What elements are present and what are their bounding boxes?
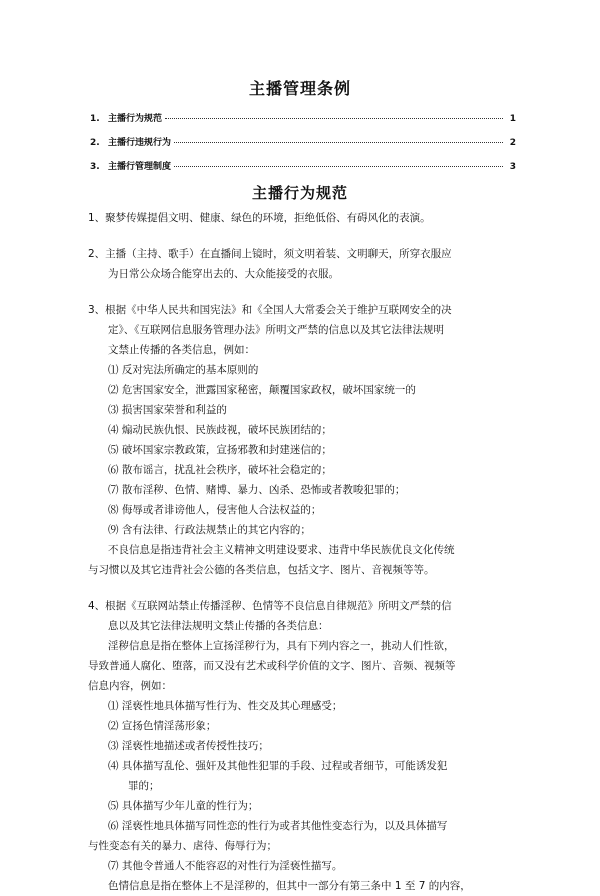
clause-3-note-line: 与习惯以及其它违背社会公德的各类信息，包括文字、图片、音视频等等。 [88, 564, 435, 576]
clause-4-intro-line: 息以及其它法律法规明文禁止传播的各类信息： [108, 620, 329, 632]
clause-4-tail-line: 色情信息是指在整体上不是淫秽的，但其中一部分有第三条中 1 至 7 的内容， [108, 880, 471, 892]
document-title: 主播管理条例 [248, 79, 351, 98]
clause-3-item: ⑼ 含有法律、行政法规禁止的其它内容的； [108, 524, 311, 536]
clause-3-item: ⑸ 破坏国家宗教政策，宣扬邪教和封建迷信的； [108, 444, 332, 456]
clause-3-item: ⑺ 散布淫秽、色情、赌博、暴力、凶杀、恐怖或者教唆犯罪的； [108, 484, 406, 496]
toc-entry-label: 主播行为规范 [108, 114, 163, 124]
clause-3-item: ⑷ 煽动民族仇恨、民族歧视，破坏民族团结的； [108, 424, 332, 436]
clause-4-item: ⑷ 具体描写乱伦、强奸及其他性犯罪的手段、过程或者细节，可能诱发犯 [108, 760, 448, 772]
clause-3-item: ⑶ 损害国家荣誉和利益的 [108, 404, 227, 416]
toc-entry-label: 主播行管理制度 [108, 162, 172, 172]
clause-4-item-cont: 罪的； [128, 780, 160, 792]
clause-2-line: 为日常公众场合能穿出去的、大众能接受的衣服。 [108, 268, 339, 280]
clause-1-line: 1、聚梦传媒提倡文明、健康、绿色的环境，拒绝低俗、有碍风化的表演。 [88, 212, 431, 224]
clause-4-def-line: 导致普通人腐化、堕落，而又没有艺术或科学价值的文字、图片、音频、视频等 [88, 660, 456, 672]
clause-4-item: ⑶ 淫亵性地描述或者传授性技巧； [108, 740, 269, 752]
clause-4-def-line: 淫秽信息是指在整体上宣扬淫秽行为，具有下列内容之一，挑动人们性欲， [108, 640, 455, 652]
toc-entry[interactable] [90, 111, 516, 135]
toc-entry-label: 主播行违规行为 [108, 138, 172, 148]
clause-4-item: ⑴ 淫亵性地具体描写性行为、性交及其心理感受； [108, 700, 343, 712]
clause-3-intro-line: 定》、《互联网信息服务管理办法》所明文严禁的信息以及其它法律法规明 [108, 324, 444, 336]
clause-2-line: 2、主播（主持、歌手）在直播间上镜时，须文明着装、文明聊天，所穿衣服应 [88, 248, 452, 260]
clause-3-item: ⑴ 反对宪法所确定的基本原则的 [108, 364, 259, 376]
toc-entry-page: 1 [509, 114, 516, 124]
toc-entry-page: 2 [509, 138, 516, 148]
section-body [88, 208, 518, 896]
toc-leader-dots [165, 118, 503, 119]
toc-leader-dots [174, 142, 503, 143]
clause-3-intro-line: 文禁止传播的各类信息，例如： [108, 344, 255, 356]
toc-leader-dots [174, 166, 503, 167]
clause-3-note-line: 不良信息是指违背社会主义精神文明建设要求、违背中华民族优良文化传统 [108, 544, 455, 556]
section-title: 主播行为规范 [251, 184, 348, 202]
toc-entry-number: 2. [90, 138, 100, 148]
clause-4-item: ⑹ 淫亵性地具体描写同性恋的性行为或者其他性变态行为，以及具体描写 [108, 820, 448, 832]
toc-entry-number: 1. [90, 114, 100, 124]
clause-3-intro-line: 3、根据《中华人民共和国宪法》和《全国人大常委会关于维护互联网安全的决 [88, 304, 452, 316]
clause-3-item: ⑹ 散布谣言，扰乱社会秩序，破坏社会稳定的； [108, 464, 332, 476]
clause-3-item: ⑵ 危害国家安全，泄露国家秘密，颠覆国家政权，破坏国家统一的 [108, 384, 416, 396]
clause-4-item: ⑵ 宣扬色情淫荡形象； [108, 720, 217, 732]
clause-4-item-cont: 与性变态有关的暴力、虐待、侮辱行为； [88, 840, 277, 852]
clause-4-item: ⑸ 具体描写少年儿童的性行为； [108, 800, 259, 812]
clause-4-item: ⑺ 其他令普通人不能容忍的对性行为淫亵性描写。 [108, 860, 343, 872]
clause-4-def-line: 信息内容，例如： [88, 680, 172, 692]
toc-entry[interactable] [90, 159, 516, 183]
clause-3-item: ⑻ 侮辱或者诽谤他人，侵害他人合法权益的； [108, 504, 322, 516]
table-of-contents [90, 111, 516, 183]
toc-entry-number: 3. [90, 162, 100, 172]
clause-4-intro-line: 4、根据《互联网站禁止传播淫秽、色情等不良信息自律规范》所明文严禁的信 [88, 600, 452, 612]
toc-entry[interactable] [90, 135, 516, 159]
toc-entry-page: 3 [509, 162, 516, 172]
